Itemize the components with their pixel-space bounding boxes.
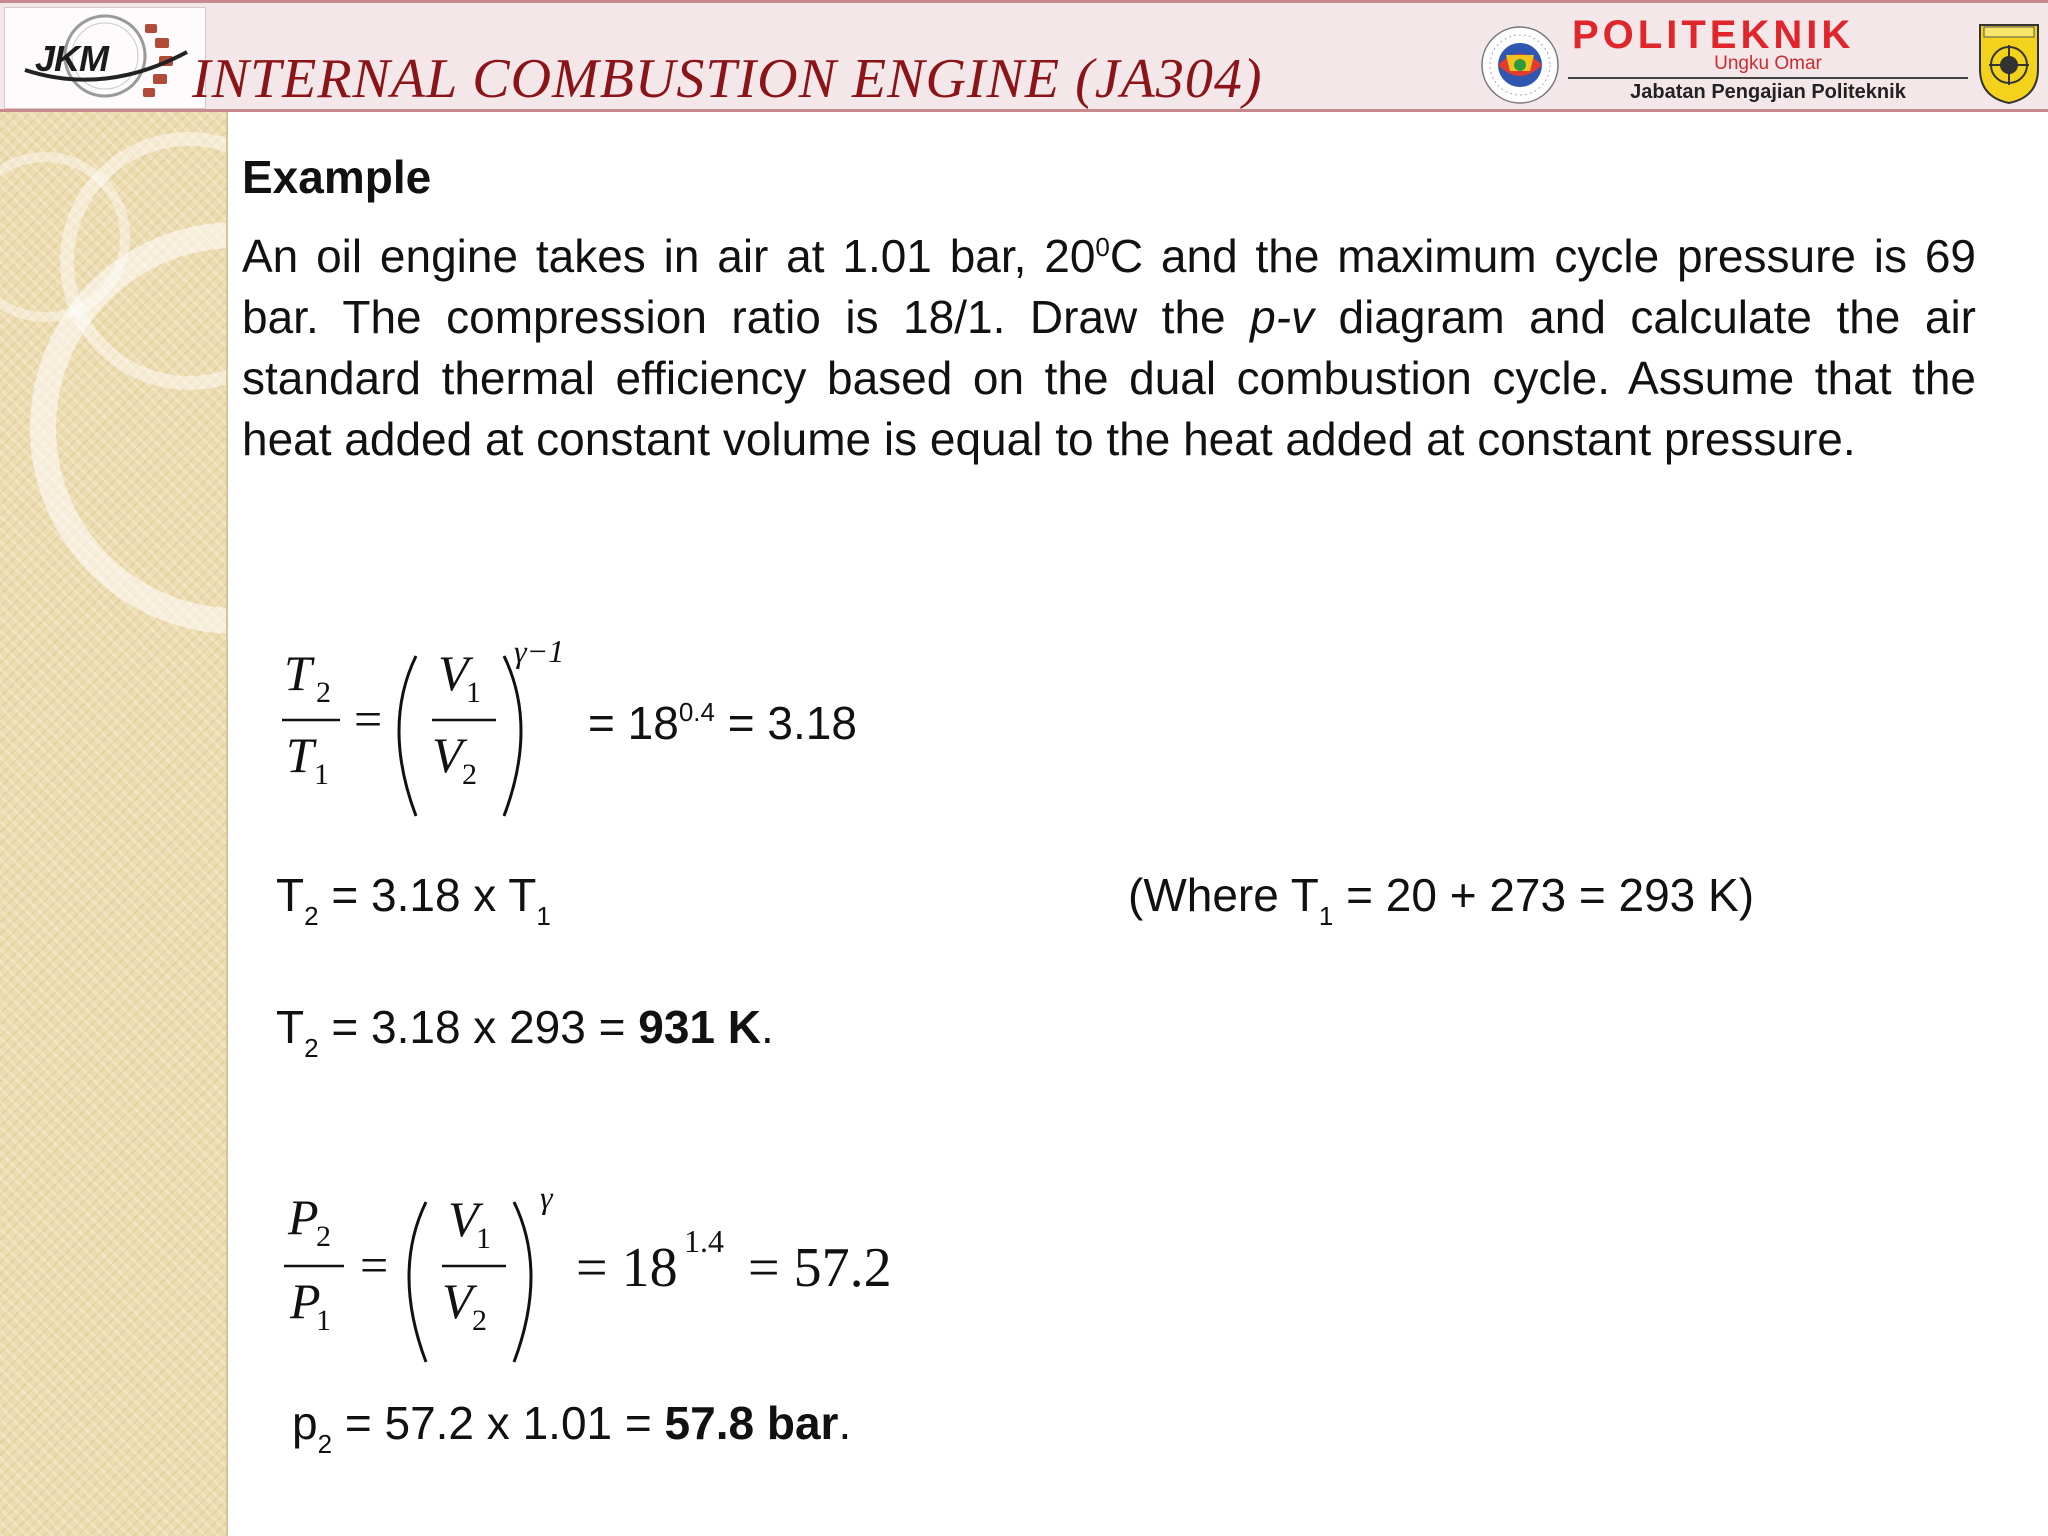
right-paren [504,656,521,816]
problem-text: An oil engine takes in air at 1.01 bar, 20 [242,230,1096,282]
eq1-result-exponent: 0.4 [678,697,715,727]
eq2-rhs-numerator-sub: 1 [476,1222,491,1255]
left-paren [409,1202,426,1362]
politeknik-campus: Ungku Omar [1714,53,1822,74]
eq2-rhs-denominator-sub: 2 [472,1304,487,1337]
eq2-lhs-denominator: P [290,1273,321,1329]
where-note [1128,868,1755,931]
eq1-rhs-numerator-sub: 1 [466,676,481,709]
p2-symbol: p [292,1397,318,1449]
period: . [761,1001,774,1053]
eq1-lhs-numerator-sub: 2 [316,676,331,709]
t2-subscript: 2 [304,901,319,931]
eq2-rhs-denominator: V [442,1273,473,1329]
eq2-equals: = [360,1237,389,1293]
eq1-rhs-numerator: V [438,645,469,701]
eq2-lhs-numerator: P [288,1189,319,1245]
problem-text: C and the maximum cycle pressure is 69 bar. The compression ratio is 18/1. Draw the [242,230,1977,343]
politeknik-wordmark: POLITEKNIK [1572,13,1855,57]
right-paren [514,1202,531,1362]
t2-expression: = 3.18 x T [318,869,537,921]
p2-calc: = 57.2 x 1.01 = [332,1397,665,1449]
where-text: (Where T [1128,869,1319,921]
t2-calc: = 3.18 x 293 = [318,1001,639,1053]
problem-text: diagram and calculate the air standard thermal efficiency based on the dual combustion cycle. Assume that the heat added at constant volume is equal to the heat added at constant pressure. [242,291,1976,465]
t2-symbol: T [276,869,305,921]
problem-statement [242,226,1976,470]
t2-subscript: 2 [304,1033,319,1063]
eq2-result-exponent: 1.4 [684,1223,724,1259]
where-value: = 20 + 273 = 293 K) [1333,869,1755,921]
jkm-logo-text: JKM [35,38,109,79]
politeknik-logo [1564,13,1972,105]
period: . [838,1397,852,1449]
left-paren [399,656,416,816]
t2-relation [276,868,551,931]
eq1-lhs-denominator-sub: 1 [314,758,329,791]
example-heading: Example [242,151,432,203]
t2-symbol: T [276,1001,305,1053]
slide-header [0,0,2048,112]
decorative-side-strip [0,112,228,1536]
t1-subscript: 1 [536,901,551,931]
eq1-result-value: = 3.18 [714,697,857,749]
eq1-result-base: = 18 [588,697,679,749]
globe-emblem-icon [1480,25,1560,105]
eq1-lhs-numerator: T [284,645,312,701]
divider [1568,77,1968,79]
eq2-result-value: = 57.2 [748,1237,892,1299]
equation-temperature-ratio [270,626,590,826]
crest-emblem-icon [1976,19,2042,105]
eq1-exponent: γ−1 [514,633,565,669]
eq1-rhs-denominator: V [432,727,463,783]
eq2-rhs-numerator: V [448,1191,479,1247]
eq1-rhs-denominator-sub: 2 [462,758,477,791]
eq1-result [588,696,857,750]
slide-title: INTERNAL COMBUSTION ENGINE (JA304) [192,48,1263,110]
eq2-lhs-denominator-sub: 1 [316,1304,331,1337]
equation-pressure-ratio [276,1172,936,1372]
eq1-equals: = [354,691,383,747]
eq2-lhs-numerator-sub: 2 [316,1220,331,1253]
p2-subscript: 2 [317,1429,333,1459]
eq2-exponent: γ [540,1179,553,1215]
t2-result [276,1000,774,1063]
pv-term: p-v [1250,291,1315,343]
eq2-result-base: = 18 [576,1237,678,1299]
p2-answer: 57.8 bar [664,1397,839,1449]
jkm-logo [4,7,206,109]
slide-content [242,150,1976,204]
degree-superscript: 0 [1095,232,1110,262]
eq1-lhs-denominator: T [286,727,314,783]
t2-answer: 931 K [638,1001,762,1053]
politeknik-department: Jabatan Pengajian Politeknik [1630,81,1906,103]
where-subscript: 1 [1318,901,1334,931]
p2-result [292,1396,852,1459]
